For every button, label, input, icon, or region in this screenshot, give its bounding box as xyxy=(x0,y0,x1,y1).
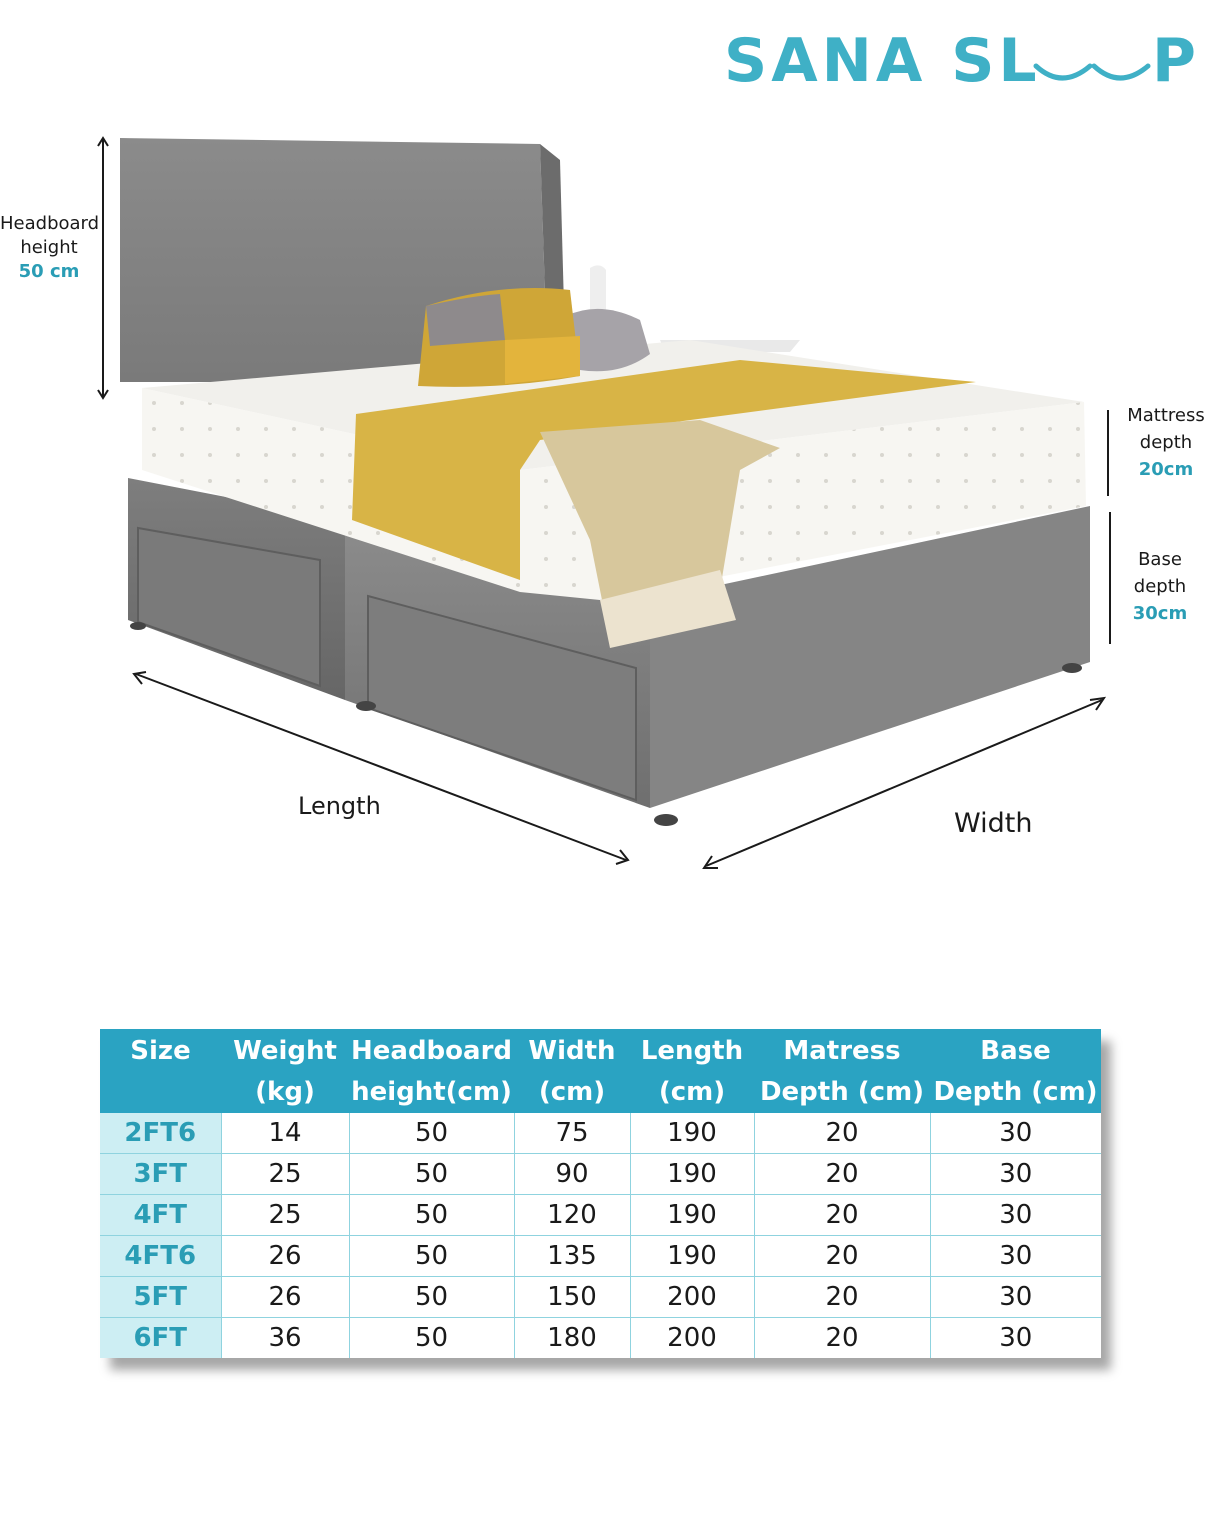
column-header-line2: Depth (cm) xyxy=(933,1077,1098,1107)
base-depth-cell: 30 xyxy=(930,1195,1101,1236)
length-label: Length xyxy=(298,792,381,820)
column-header-line1: Weight xyxy=(233,1036,337,1066)
column-header xyxy=(221,1029,349,1113)
column-header-line1: Matress xyxy=(783,1036,901,1066)
table-row xyxy=(100,1236,1101,1277)
headboard-height-cell: 50 xyxy=(349,1154,514,1195)
column-header-line2: (cm) xyxy=(538,1077,606,1107)
base-depth-cell: 30 xyxy=(930,1154,1101,1195)
width-cell: 180 xyxy=(514,1318,630,1359)
mattress-depth-value: 20cm xyxy=(1138,459,1194,480)
size-table xyxy=(100,1029,1101,1358)
weight-cell: 25 xyxy=(221,1195,349,1236)
size-cell: 5FT xyxy=(100,1277,221,1318)
weight-cell: 36 xyxy=(221,1318,349,1359)
mattress-depth-cell: 20 xyxy=(754,1154,930,1195)
column-header-line2: height(cm) xyxy=(351,1077,512,1107)
width-cell: 120 xyxy=(514,1195,630,1236)
column-header xyxy=(754,1029,930,1113)
weight-cell: 25 xyxy=(221,1154,349,1195)
weight-cell: 26 xyxy=(221,1277,349,1318)
length-cell: 190 xyxy=(630,1195,754,1236)
width-cell: 135 xyxy=(514,1236,630,1277)
table-row xyxy=(100,1113,1101,1154)
length-cell: 190 xyxy=(630,1154,754,1195)
column-header xyxy=(930,1029,1101,1113)
width-cell: 150 xyxy=(514,1277,630,1318)
table-row xyxy=(100,1195,1101,1236)
length-cell: 200 xyxy=(630,1318,754,1359)
column-header-line1: Length xyxy=(640,1036,744,1066)
base-depth-cell: 30 xyxy=(930,1113,1101,1154)
width-cell: 90 xyxy=(514,1154,630,1195)
column-header-line1: Size xyxy=(130,1036,191,1066)
mattress-label-line1: Mattress xyxy=(1127,405,1205,426)
column-header xyxy=(100,1029,221,1113)
headboard-label-line2: height xyxy=(20,237,78,258)
weight-cell: 26 xyxy=(221,1236,349,1277)
mattress-depth-cell: 20 xyxy=(754,1236,930,1277)
size-cell: 3FT xyxy=(100,1154,221,1195)
mattress-depth-cell: 20 xyxy=(754,1113,930,1154)
column-header-line2: Depth (cm) xyxy=(759,1077,925,1107)
mattress-depth-cell: 20 xyxy=(754,1277,930,1318)
size-cell: 6FT xyxy=(100,1318,221,1359)
weight-cell: 14 xyxy=(221,1113,349,1154)
base-depth-value: 30cm xyxy=(1132,603,1188,624)
column-header-line1: Width xyxy=(528,1036,616,1066)
headboard-height-value: 50 cm xyxy=(18,261,80,282)
base-depth-label xyxy=(1120,546,1200,627)
length-cell: 190 xyxy=(630,1113,754,1154)
headboard-height-label xyxy=(0,212,98,284)
base-depth-cell: 30 xyxy=(930,1236,1101,1277)
mattress-depth-cell: 20 xyxy=(754,1195,930,1236)
width-label: Width xyxy=(954,808,1033,839)
column-header-line1: Headboard xyxy=(351,1036,513,1066)
mattress-label-line2: depth xyxy=(1139,432,1193,453)
brand-name-left: SANA SL xyxy=(724,26,1041,96)
column-header-line2: (cm) xyxy=(658,1077,726,1107)
size-cell: 2FT6 xyxy=(100,1113,221,1154)
column-header xyxy=(514,1029,630,1113)
length-cell: 200 xyxy=(630,1277,754,1318)
mattress-depth-cell: 20 xyxy=(754,1318,930,1359)
length-cell: 190 xyxy=(630,1236,754,1277)
base-label-line2: depth xyxy=(1133,576,1187,597)
column-header xyxy=(349,1029,514,1113)
headboard-height-cell: 50 xyxy=(349,1277,514,1318)
base-label-line1: Base xyxy=(1138,549,1182,570)
size-cell: 4FT6 xyxy=(100,1236,221,1277)
base-depth-cell: 30 xyxy=(930,1277,1101,1318)
column-header-line1: Base xyxy=(980,1036,1051,1066)
headboard-height-cell: 50 xyxy=(349,1236,514,1277)
brand-name-right: P xyxy=(1152,26,1200,96)
table-row xyxy=(100,1277,1101,1318)
headboard-height-cell: 50 xyxy=(349,1113,514,1154)
width-cell: 75 xyxy=(514,1113,630,1154)
table-row xyxy=(100,1154,1101,1195)
headboard-height-cell: 50 xyxy=(349,1195,514,1236)
headboard-height-cell: 50 xyxy=(349,1318,514,1359)
column-header-line2: (kg) xyxy=(255,1077,315,1107)
column-header xyxy=(630,1029,754,1113)
mattress-depth-label xyxy=(1118,402,1214,483)
base-depth-cell: 30 xyxy=(930,1318,1101,1359)
table-row xyxy=(100,1318,1101,1359)
table-header-row xyxy=(100,1029,1101,1113)
headboard-label-line1: Headboard xyxy=(0,213,100,234)
size-cell: 4FT xyxy=(100,1195,221,1236)
